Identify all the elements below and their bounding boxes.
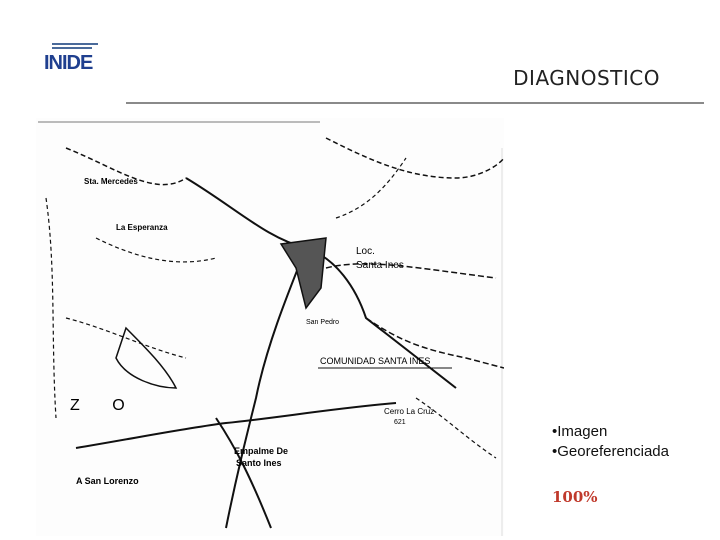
label-santa-ines: Santa Ines xyxy=(356,260,404,271)
label-loc: Loc. xyxy=(356,246,375,257)
percent-value: 100% xyxy=(552,488,598,506)
label-zo: Z O xyxy=(70,397,139,414)
page-title: DIAGNOSTICO xyxy=(513,66,660,90)
label-la-esperanza: La Esperanza xyxy=(116,223,168,232)
label-a-san-lorenzo: A San Lorenzo xyxy=(76,476,139,486)
label-empalme: Empalme De xyxy=(234,446,289,456)
bullet-list xyxy=(552,422,669,462)
label-cerro-la-cruz: Cerro La Cruz xyxy=(384,407,435,416)
label-comunidad: COMUNIDAD SANTA INES xyxy=(320,356,431,366)
map-image xyxy=(36,118,504,536)
bullet-georeferenciada: •Georeferenciada xyxy=(552,443,669,460)
title-divider xyxy=(126,102,704,104)
label-empalme-2: Santo Ines xyxy=(236,458,282,468)
inide-logo xyxy=(42,40,106,76)
label-cerro-value: 621 xyxy=(394,419,406,426)
logo-text: INIDE xyxy=(44,52,93,74)
label-sta-mercedes: Sta. Mercedes xyxy=(84,177,138,186)
bullet-imagen: •Imagen xyxy=(552,423,608,440)
label-san-pedro: San Pedro xyxy=(306,319,340,326)
